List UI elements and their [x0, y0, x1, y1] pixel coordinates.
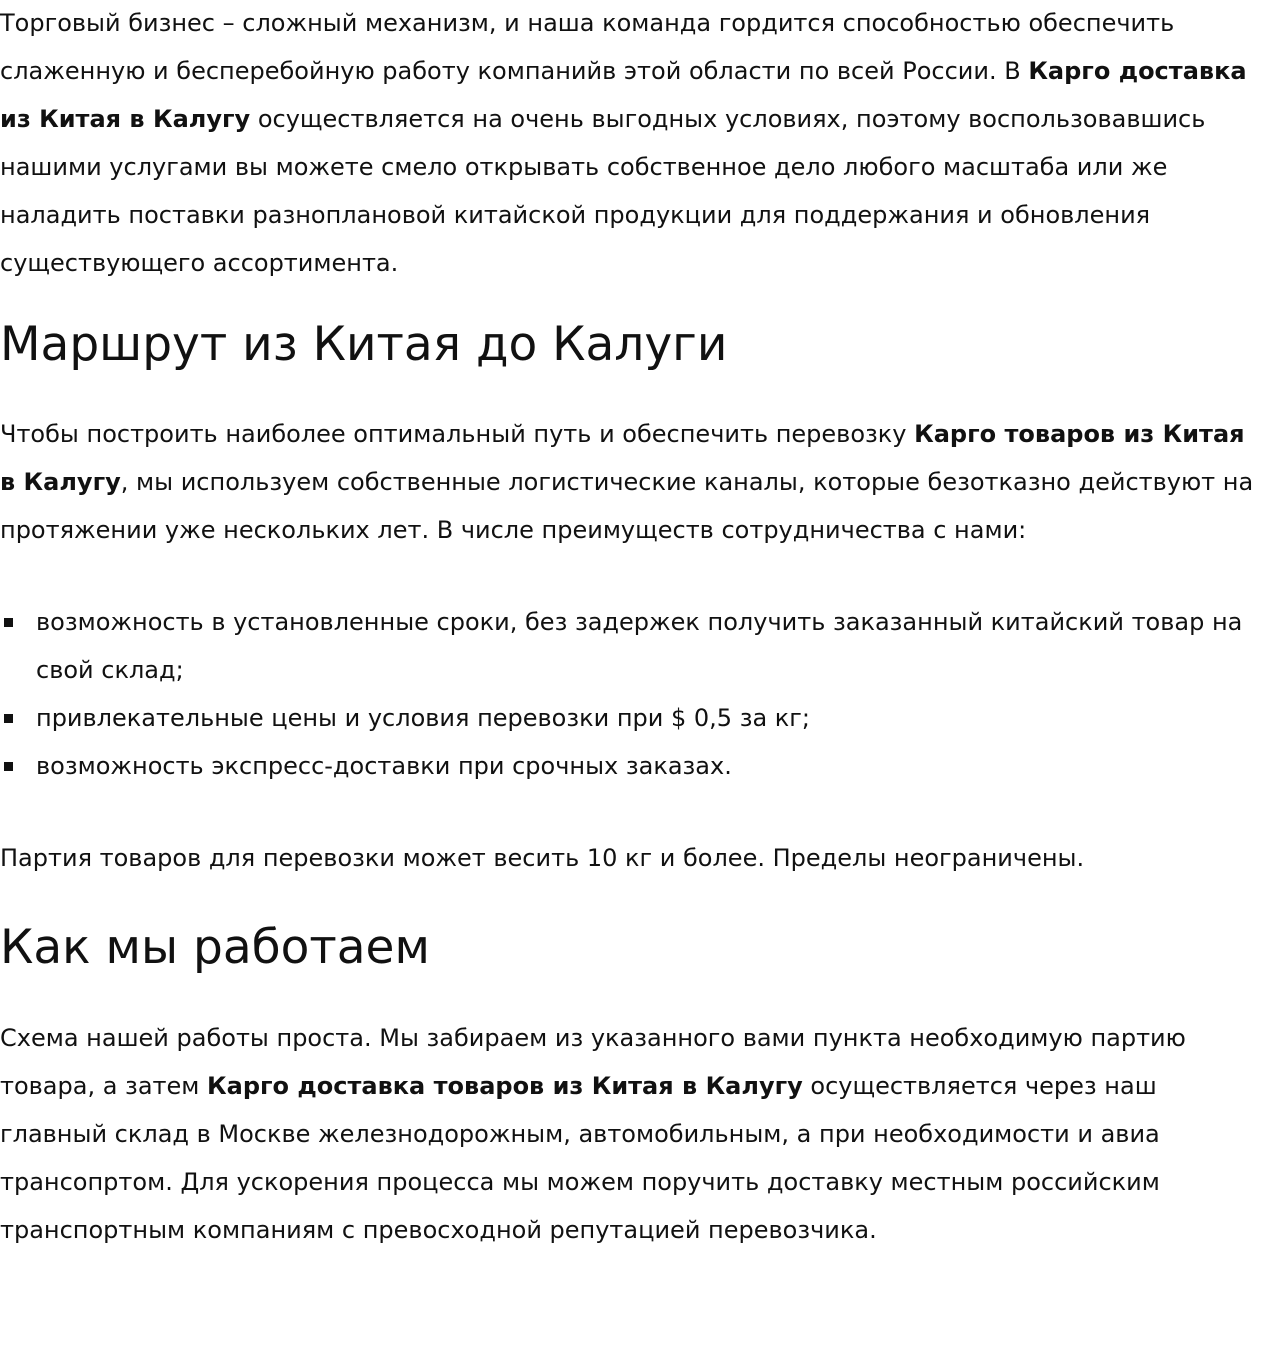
benefit-text: привлекательные цены и условия перевозки при $ 0,5 за кг; — [36, 704, 810, 732]
bullet-square-icon — [4, 618, 13, 627]
route-paragraph — [0, 410, 1262, 554]
bullet-square-icon — [4, 762, 13, 771]
route-text-start: Чтобы построить наиболее оптимальный путь и обеспечить перевозку — [0, 420, 915, 448]
benefit-text: возможность в установленные сроки, без задержек получить заказанный китайский товар на свой склад; — [36, 608, 1243, 684]
benefit-item — [36, 694, 1262, 742]
intro-text-end: осуществляется на очень выгодных условиях, поэтому воспользовавшись нашими услугами вы можете смело открывать собственное дело любого масштаба или же наладить поставки разноплановой китайской продукции для поддержания и обновления существующего ассортимента. — [0, 105, 1206, 277]
route-heading: Маршрут из Китая до Калуги — [0, 317, 728, 372]
benefits-list — [0, 598, 1262, 790]
how-bold-phrase: Карго доставка товаров из Китая в Калугу — [207, 1072, 803, 1100]
how-text-start: Схема нашей работы проста. Мы забираем из указанного вами пункта необходимую партию товара, а затем — [0, 1024, 1186, 1100]
bullet-square-icon — [4, 714, 13, 723]
weight-note: Партия товаров для перевозки может весить 10 кг и более. Пределы неограничены. — [0, 844, 1085, 872]
how-paragraph — [0, 1014, 1262, 1254]
route-text-end: , мы используем собственные логистические каналы, которые безотказно действуют на протяжении уже нескольких лет. В числе преимуществ сотрудничества с нами: — [0, 468, 1254, 544]
how-heading: Как мы работаем — [0, 920, 430, 975]
benefit-item — [36, 598, 1262, 694]
intro-text-start: Торговый бизнес – сложный механизм, и наша команда гордится способностью обеспечить слаженную и бесперебойную работу компанийв этой области по всей России. В — [0, 9, 1175, 85]
route-bold-phrase: Карго товаров из Китая в Калугу — [0, 420, 1245, 496]
intro-bold-phrase: Карго доставка из Китая в Калугу — [0, 57, 1247, 133]
how-text-end: осуществляется через наш главный склад в Москве железнодорожным, автомобильным, а при необходимости и авиа трансопртом. Для ускорения процесса мы можем поручить доставку местным российским транспортным компаниям с превосходной репутацией перевозчика. — [0, 1072, 1160, 1244]
benefit-text: возможность экспресс-доставки при срочных заказах. — [36, 752, 732, 780]
benefit-item — [36, 742, 1262, 790]
intro-paragraph — [0, 0, 1262, 287]
